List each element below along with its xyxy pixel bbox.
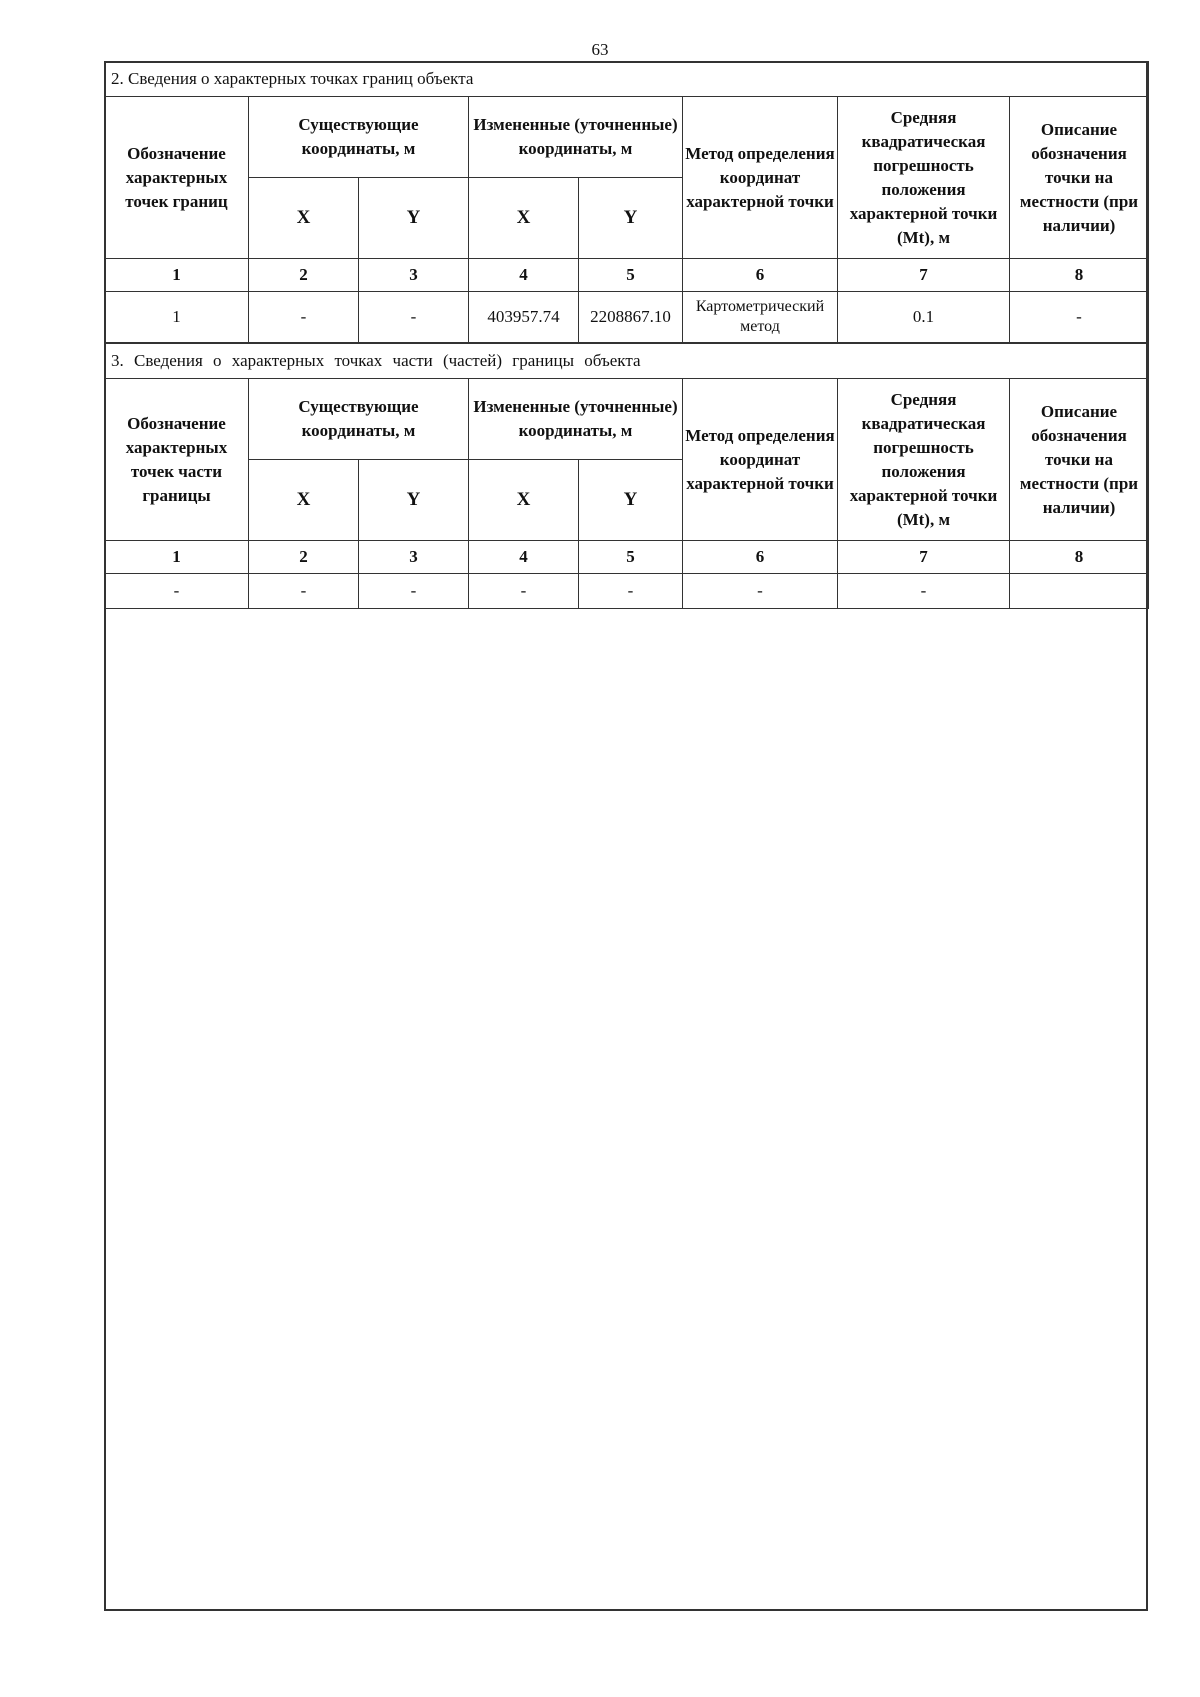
cell-existing-y: - xyxy=(359,574,469,609)
header-existing-y: Y xyxy=(359,178,469,259)
cell-point: - xyxy=(105,574,249,609)
header-changed-y: Y xyxy=(579,178,683,259)
column-number: 1 xyxy=(105,259,249,292)
header-existing-y: Y xyxy=(359,460,469,541)
cell-error: - xyxy=(838,574,1010,609)
column-number: 8 xyxy=(1010,541,1149,574)
header-existing: Существующие координаты, м xyxy=(249,97,469,178)
column-number: 3 xyxy=(359,541,469,574)
cell-existing-x: - xyxy=(249,292,359,343)
cell-description xyxy=(1010,574,1149,609)
column-number: 7 xyxy=(838,259,1010,292)
column-number: 5 xyxy=(579,259,683,292)
header-description: Описание обозначения точки на местности (при наличии) xyxy=(1010,97,1149,259)
cell-point: 1 xyxy=(105,292,249,343)
cell-existing-x: - xyxy=(249,574,359,609)
column-number: 4 xyxy=(469,259,579,292)
table-row xyxy=(105,574,1149,609)
header-error: Средняя квадратическая погрешность положения характерной точки (Mt), м xyxy=(838,379,1010,541)
cell-method: - xyxy=(683,574,838,609)
cell-error: 0.1 xyxy=(838,292,1010,343)
column-number: 6 xyxy=(683,259,838,292)
header-existing-x: X xyxy=(249,178,359,259)
page-number: 63 xyxy=(591,40,609,59)
header-changed-x: X xyxy=(469,178,579,259)
cell-description: - xyxy=(1010,292,1149,343)
header-designation: Обозначение характерных точек границ xyxy=(105,97,249,259)
header-error: Средняя квадратическая погрешность положения характерной точки (Mt), м xyxy=(838,97,1010,259)
column-number: 1 xyxy=(105,541,249,574)
header-description: Описание обозначения точки на местности (при наличии) xyxy=(1010,379,1149,541)
column-number: 8 xyxy=(1010,259,1149,292)
cell-changed-x: - xyxy=(469,574,579,609)
header-existing-x: X xyxy=(249,460,359,541)
column-number: 4 xyxy=(469,541,579,574)
table-row xyxy=(105,292,1149,343)
header-changed-x: X xyxy=(469,460,579,541)
section3-title xyxy=(105,344,1149,379)
column-number: 7 xyxy=(838,541,1010,574)
column-number: 2 xyxy=(249,541,359,574)
cell-method: Картометрический метод xyxy=(683,292,838,343)
section2-title: 2. Сведения о характерных точках границ объекта xyxy=(105,62,1149,97)
section2-table xyxy=(104,61,1149,343)
header-changed: Измененные (уточненные) координаты, м xyxy=(469,97,683,178)
header-existing: Существующие координаты, м xyxy=(249,379,469,460)
cell-changed-y: 2208867.10 xyxy=(579,292,683,343)
header-designation: Обозначение характерных точек части границы xyxy=(105,379,249,541)
cell-existing-y: - xyxy=(359,292,469,343)
cell-changed-y: - xyxy=(579,574,683,609)
column-number: 3 xyxy=(359,259,469,292)
column-number: 6 xyxy=(683,541,838,574)
header-method: Метод определения координат характерной точки xyxy=(683,379,838,541)
column-number: 2 xyxy=(249,259,359,292)
section3-table xyxy=(104,343,1149,609)
header-changed-y: Y xyxy=(579,460,683,541)
cell-changed-x: 403957.74 xyxy=(469,292,579,343)
header-method: Метод определения координат характерной точки xyxy=(683,97,838,259)
header-changed: Измененные (уточненные) координаты, м xyxy=(469,379,683,460)
section3-title-text: 3. Сведения о характерных точках части (частей) границы объекта xyxy=(111,351,641,370)
column-number: 5 xyxy=(579,541,683,574)
